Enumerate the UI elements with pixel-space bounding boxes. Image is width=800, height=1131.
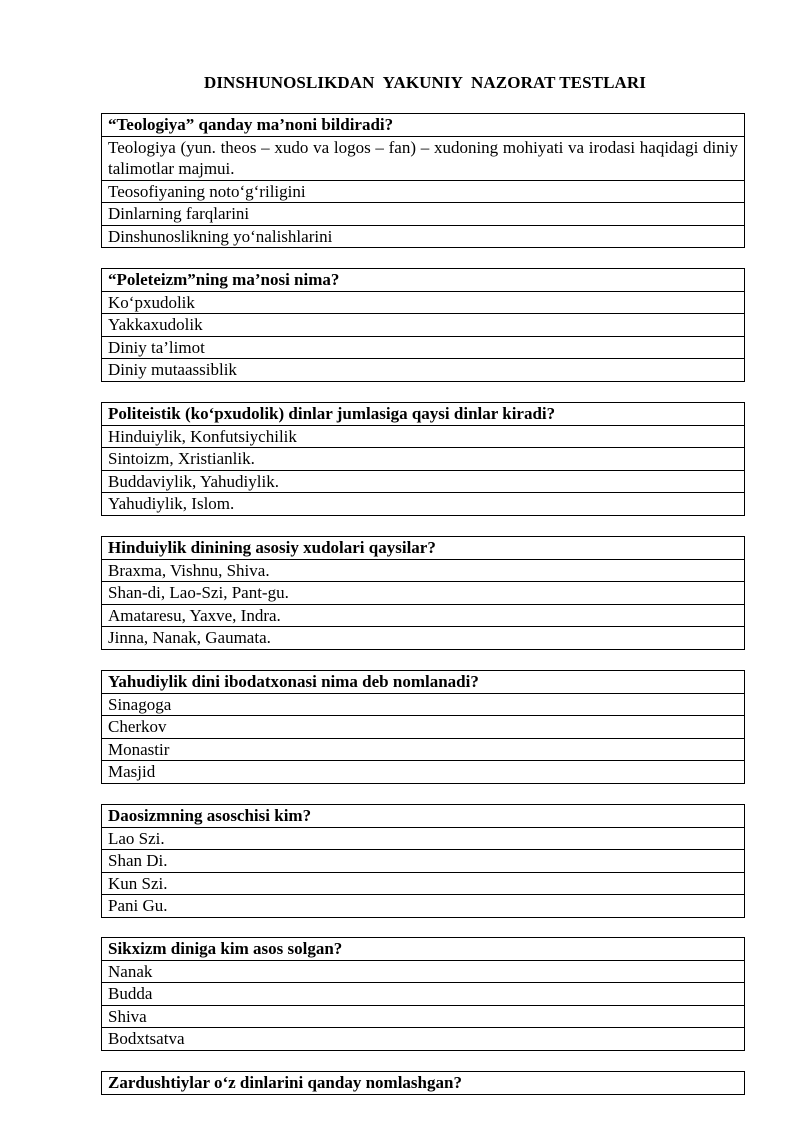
answer-option: Teosofiyaning notoʻgʻriligini (102, 180, 745, 203)
answer-option: Budda (102, 983, 745, 1006)
answer-option: Monastir (102, 738, 745, 761)
answer-option: Bodxtsatva (102, 1028, 745, 1051)
answer-option: Yakkaxudolik (102, 314, 745, 337)
answer-option: Sinagoga (102, 693, 745, 716)
answer-option: Diniy mutaassiblik (102, 359, 745, 382)
answer-option: Hinduiylik, Konfutsiychilik (102, 425, 745, 448)
question-text: “Poleteizm”ning ma’nosi nima? (102, 269, 745, 292)
question-text: Daosizmning asoschisi kim? (102, 805, 745, 828)
answer-option: Cherkov (102, 716, 745, 739)
answer-option: Jinna, Nanak, Gaumata. (102, 627, 745, 650)
question-text: “Teologiya” qanday ma’noni bildiradi? (102, 114, 745, 137)
answer-option: Kun Szi. (102, 872, 745, 895)
page-title: DINSHUNOSLIKDAN YAKUNIY NAZORAT TESTLARI (203, 73, 647, 92)
question-block-8 (101, 1071, 745, 1095)
question-block-2 (101, 268, 745, 382)
answer-option: Koʻpxudolik (102, 291, 745, 314)
question-block-1 (101, 113, 745, 248)
answer-option: Buddaviylik, Yahudiylik. (102, 470, 745, 493)
answer-option: Dinlarning farqlarini (102, 203, 745, 226)
question-text: Yahudiylik dini ibodatxonasi nima deb nomlanadi? (102, 671, 745, 694)
answer-option: Shiva (102, 1005, 745, 1028)
answer-option: Nanak (102, 960, 745, 983)
question-block-3 (101, 402, 745, 516)
question-block-7 (101, 937, 745, 1051)
question-text: Sikxizm diniga kim asos solgan? (102, 938, 745, 961)
answer-option: Braxma, Vishnu, Shiva. (102, 559, 745, 582)
answer-option: Amataresu, Yaxve, Indra. (102, 604, 745, 627)
answer-option: Teologiya (yun. theos – xudo va logos – fan) – xudoning mohiyati va irodasi haqidagi diniy talimotlar majmui. (102, 136, 745, 180)
question-block-5 (101, 670, 745, 784)
question-block-4 (101, 536, 745, 650)
question-block-6 (101, 804, 745, 918)
answer-option: Sintoizm, Xristianlik. (102, 448, 745, 471)
answer-option: Diniy ta’limot (102, 336, 745, 359)
question-text: Hinduiylik dinining asosiy xudolari qaysilar? (102, 537, 745, 560)
question-text: Politeistik (koʻpxudolik) dinlar jumlasiga qaysi dinlar kiradi? (102, 403, 745, 426)
answer-option: Yahudiylik, Islom. (102, 493, 745, 516)
answer-option: Shan Di. (102, 850, 745, 873)
answer-option: Lao Szi. (102, 827, 745, 850)
question-text: Zardushtiylar oʻz dinlarini qanday nomlashgan? (102, 1072, 745, 1095)
answer-option: Shan-di, Lao-Szi, Pant-gu. (102, 582, 745, 605)
answer-option: Dinshunoslikning yoʻnalishlarini (102, 225, 745, 248)
answer-option: Pani Gu. (102, 895, 745, 918)
answer-option: Masjid (102, 761, 745, 784)
